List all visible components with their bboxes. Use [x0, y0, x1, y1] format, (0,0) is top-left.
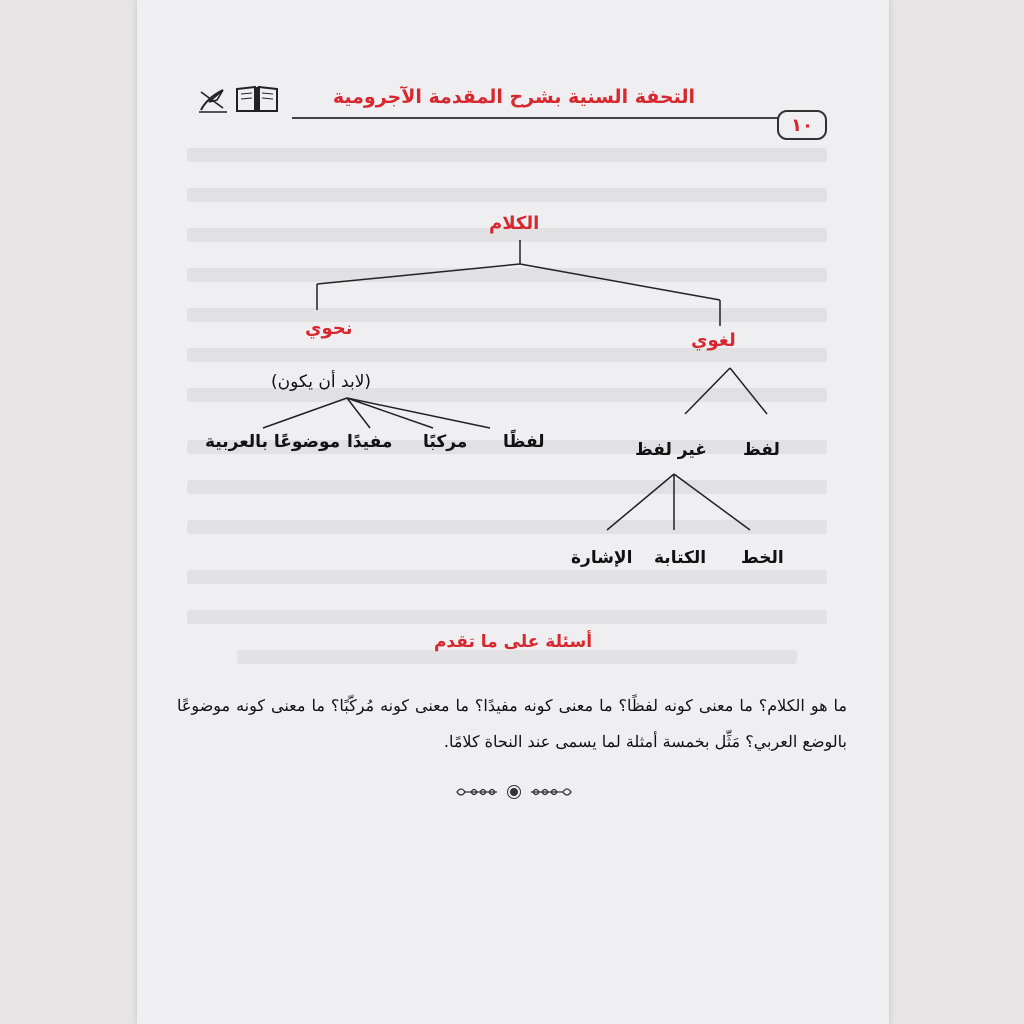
node-kalam: الكلام: [489, 213, 540, 234]
node-ghayr-lafz: غير لفظ: [635, 440, 707, 460]
node-nahwi: نحوي: [305, 318, 353, 339]
node-lafzan: لفظًا: [503, 432, 545, 452]
header-title: التحفة السنية بشرح المقدمة الآجرومية: [332, 86, 695, 108]
root-to-lughawi: [520, 264, 720, 300]
kalam-tree-lines: [137, 0, 889, 620]
node-khatt: الخط: [741, 548, 784, 568]
page-number: ١٠: [777, 110, 827, 140]
branch-khatt: [674, 474, 750, 530]
branch-lughawi-lafz: [730, 368, 767, 414]
floral-divider-ornament: [453, 782, 575, 802]
node-murakkaban: مركبًا: [423, 432, 468, 452]
node-condition: (لابد أن يكون): [271, 372, 372, 392]
branch-ishara: [607, 474, 674, 530]
book-page: [137, 0, 889, 1024]
node-lafz: لفظ: [743, 440, 780, 460]
node-lughawi: لغوي: [691, 330, 736, 351]
root-to-nahwi: [317, 264, 520, 284]
branch-mawdu: [263, 398, 347, 428]
node-kitaba: الكتابة: [654, 548, 707, 568]
questions-text: ما هو الكلام؟ ما معنى كونه لفظًا؟ ما معنى كونه مفيدًا؟ ما معنى كونه مُركّبًا؟ ما معنى كونه موضوعًا بالوضع العربي؟ مَثِّل بخمسة أمثلة لما يسمى عند النحاة كلامًا.: [177, 696, 847, 751]
node-ishara: الإشارة: [571, 548, 633, 568]
node-mufidan: مفيدًا: [347, 432, 393, 452]
node-mawduan: موضوعًا بالعربية: [205, 432, 341, 452]
questions-heading: أسئلة على ما تقدم: [433, 632, 593, 652]
branch-lughawi-ghayr: [685, 368, 730, 414]
